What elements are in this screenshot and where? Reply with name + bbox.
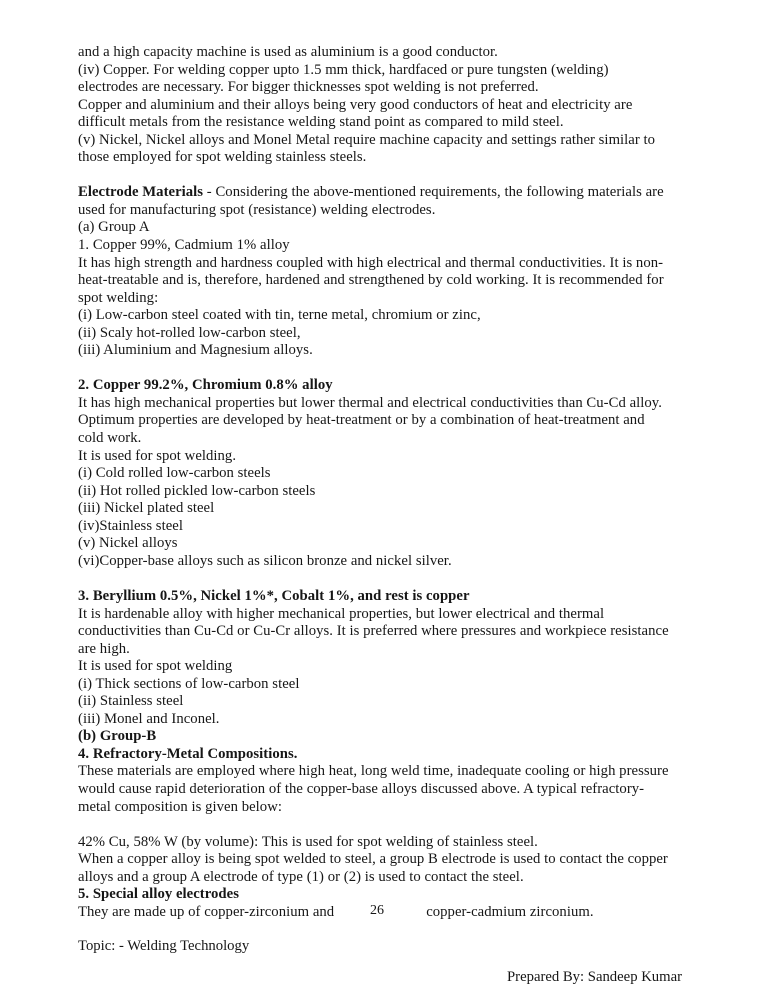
text-line: (ii) Scaly hot-rolled low-carbon steel, [78,324,301,341]
text-line: difficult metals from the resistance welding stand point as compared to mild steel. [78,114,564,131]
text-line: spot welding: [78,289,159,306]
text-line: would cause rapid deterioration of the copper-base alloys discussed above. A typical refractory- [78,780,645,797]
footer-prepared-by: Prepared By: Sandeep Kumar [507,968,682,985]
electrode-materials-heading-line [78,184,682,202]
text-line: (v) Nickel, Nickel alloys and Monel Metal require machine capacity and settings rather similar to [78,131,656,148]
text-line: alloys and a group A electrode of type (1) or (2) is used to contact the steel. [78,868,524,885]
text-line: (i) Thick sections of low-carbon steel [78,675,300,692]
footer-topic: Topic: - Welding Technology [78,938,250,954]
text-line: (iv) Copper. For welding copper upto 1.5 mm thick, hardfaced or pure tungsten (welding) [78,61,609,78]
paragraph-spacer [78,360,682,378]
text-line: (ii) Hot rolled pickled low-carbon steels [78,482,316,499]
text-line: and a high capacity machine is used as aluminium is a good conductor. [78,44,498,60]
document-body [78,44,682,921]
text-line: (iv)Stainless steel [78,517,183,534]
text-line: (iii) Nickel plated steel [78,500,215,517]
text-line: 42% Cu, 58% W (by volume): This is used for spot welding of stainless steel. [78,833,538,850]
paragraph-spacer [78,570,682,588]
text-line: (iii) Aluminium and Magnesium alloys. [78,342,313,359]
text-line: cold work. [78,430,142,447]
text-segment-b: copper-cadmium zirconium. [426,903,594,920]
text-line: Optimum properties are developed by heat-treatment or by a combination of heat-treatment and [78,412,645,429]
text-line: (v) Nickel alloys [78,535,178,552]
text-line: are high. [78,640,130,657]
paragraph-spacer [78,816,682,834]
text-line: It is used for spot welding. [78,447,237,464]
text-line: These materials are employed where high heat, long weld time, inadequate cooling or high pressure [78,763,669,780]
text-line: (i) Low-carbon steel coated with tin, terne metal, chromium or zinc, [78,307,481,324]
text-line: heat-treatable and is, therefore, hardened and strengthened by cold working. It is recommended for [78,272,664,289]
text-line: (ii) Stainless steel [78,693,184,710]
page-footer [78,938,682,986]
text-line: (a) Group A [78,219,150,236]
text-line: (iii) Monel and Inconel. [78,710,220,727]
text-line: Copper and aluminium and their alloys being very good conductors of heat and electricity are [78,96,633,113]
text-line: It has high strength and hardness coupled with high electrical and thermal conductivities. It is non- [78,254,664,271]
text-line: It is hardenable alloy with higher mechanical properties, but lower electrical and thermal [78,605,605,622]
paragraph-spacer [78,167,682,185]
text-line: It is used for spot welding [78,658,233,675]
text-line: It has high mechanical properties but lower thermal and electrical conductivities than Cu-Cd alloy. [78,394,662,411]
electrode-materials-text: - Considering the above-mentioned requirements, the following materials are [203,184,664,201]
text-line: metal composition is given below: [78,798,282,815]
text-line: 1. Copper 99%, Cadmium 1% alloy [78,237,290,254]
text-line: those employed for spot welding stainless steels. [78,149,367,166]
section-heading-special-alloy: 5. Special alloy electrodes [78,886,239,903]
text-line: used for manufacturing spot (resistance) welding electrodes. [78,201,436,218]
section-heading-refractory: 4. Refractory-Metal Compositions. [78,745,298,762]
text-line: When a copper alloy is being spot welded to steel, a group B electrode is used to contact the copper [78,851,668,868]
text-line: (i) Cold rolled low-carbon steels [78,465,271,482]
electrode-materials-label: Electrode Materials [78,184,204,201]
section-heading-group-b: (b) Group-B [78,728,157,745]
text-line: electrodes are necessary. For bigger thicknesses spot welding is not preferred. [78,79,539,96]
section-heading-copper-chromium: 2. Copper 99.2%, Chromium 0.8% alloy [78,377,333,394]
text-segment-a: They are made up of copper-zirconium and [78,903,335,920]
text-line: (vi)Copper-base alloys such as silicon bronze and nickel silver. [78,552,452,569]
text-line: conductivities than Cu-Cd or Cu-Cr alloys. It is preferred where pressures and workpiece resistance [78,623,669,640]
section-heading-beryllium: 3. Beryllium 0.5%, Nickel 1%*, Cobalt 1%, and rest is copper [78,587,470,604]
page-number: 26 [370,903,384,918]
